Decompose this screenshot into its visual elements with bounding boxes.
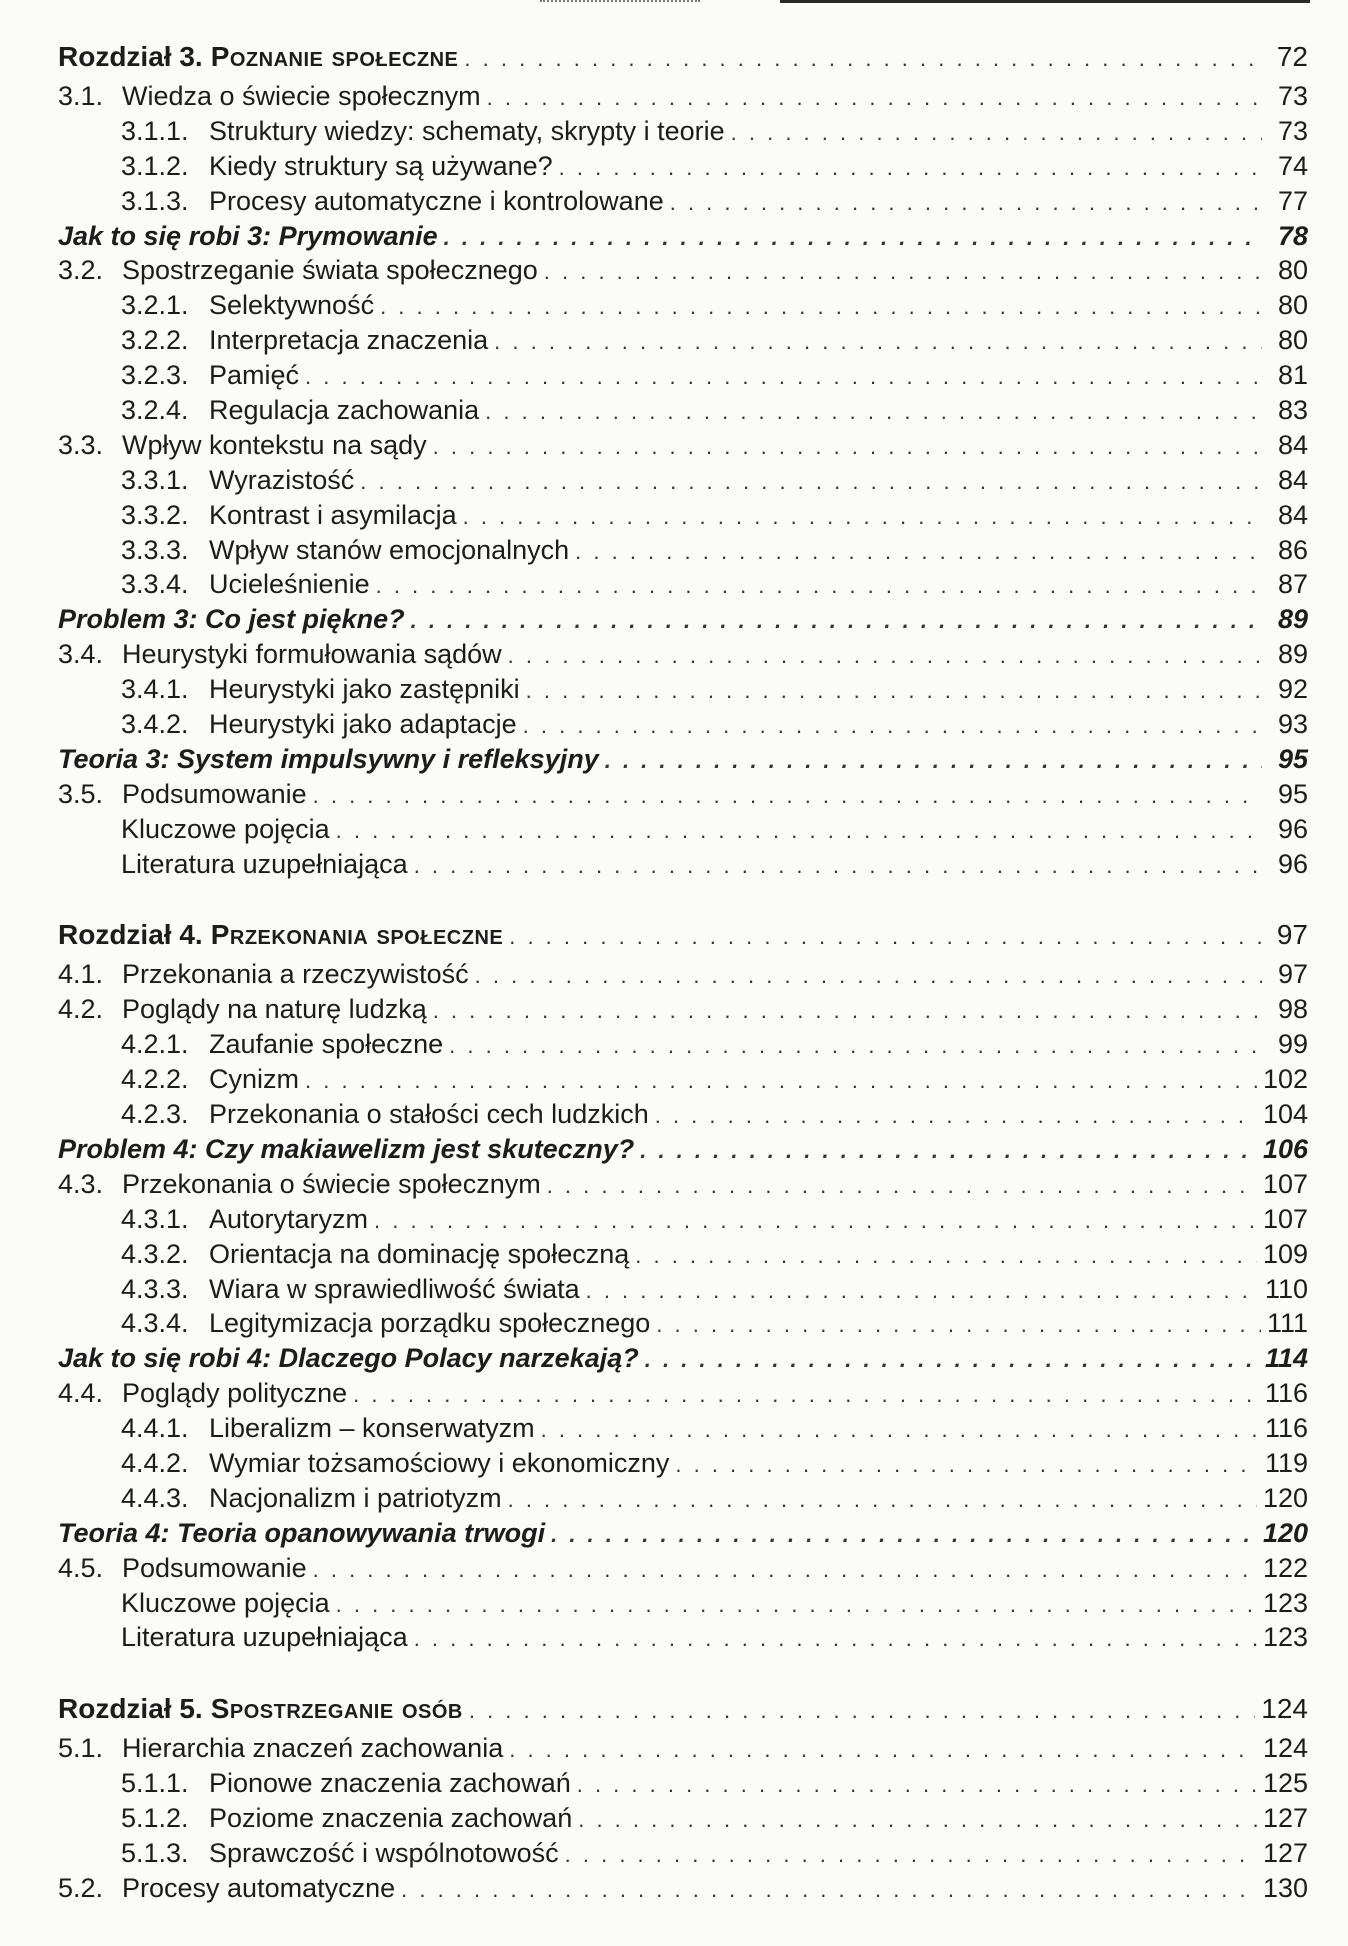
- dot-leader: [414, 1626, 1257, 1652]
- page-number: 99: [1277, 1029, 1308, 1060]
- toc-entry: [58, 1588, 1308, 1623]
- section-title: Jak to się robi 3: Prymowanie: [58, 220, 438, 251]
- dot-leader: [433, 434, 1262, 460]
- section-title: Kontrast i asymilacja: [209, 499, 457, 530]
- section-title: Heurystyki jako zastępniki: [209, 674, 520, 705]
- dot-leader: [305, 364, 1262, 390]
- dot-leader: [640, 1138, 1257, 1164]
- page-number: 83: [1277, 395, 1308, 426]
- dot-leader: [475, 963, 1262, 989]
- toc-box-entry: [58, 1134, 1308, 1169]
- page-number: 95: [1277, 743, 1308, 774]
- section-title: Poglądy polityczne: [122, 1378, 348, 1409]
- section-title: Heurystyki formułowania sądów: [122, 639, 502, 670]
- page-number: 84: [1277, 464, 1308, 495]
- dot-leader: [313, 1557, 1257, 1583]
- section-title: Teoria 3: System impulsywny i refleksyjny: [58, 743, 599, 774]
- page-number: 123: [1262, 1622, 1308, 1653]
- section-title: Hierarchia znaczeń zachowania: [122, 1733, 504, 1764]
- section-title: Problem 3: Co jest piękne?: [58, 604, 405, 635]
- toc-entry: [58, 814, 1308, 849]
- section-title: Liberalizm – konserwatyzm: [209, 1413, 535, 1444]
- toc-entry: [58, 1553, 1308, 1588]
- section-title: Wiedza o świecie społecznym: [122, 81, 481, 111]
- section-title: Interpretacja znaczenia: [209, 325, 489, 356]
- section-title: Wpływ stanów emocjonalnych: [209, 534, 570, 565]
- toc-entry: [58, 849, 1308, 884]
- chapter-heading: [58, 1693, 1308, 1733]
- page-number: 80: [1277, 325, 1308, 356]
- page-number: 107: [1262, 1168, 1308, 1199]
- dot-leader: [380, 294, 1262, 320]
- dot-leader: [485, 399, 1262, 425]
- section-number: 4.2.3.: [121, 1099, 189, 1130]
- page-number: 130: [1262, 1872, 1308, 1903]
- toc-entry: [58, 325, 1308, 360]
- dot-leader: [433, 998, 1262, 1024]
- dot-leader: [675, 1452, 1259, 1478]
- toc-entry: [58, 674, 1308, 709]
- page-number: 93: [1277, 709, 1308, 740]
- section-number: 5.1.: [58, 1733, 104, 1764]
- section-title: Problem 4: Czy makiawelizm jest skuteczny?: [58, 1133, 635, 1164]
- chapter-label: Rozdział 5.: [58, 1693, 203, 1725]
- chapter-heading: [58, 41, 1308, 81]
- section-title: Literatura uzupełniająca: [121, 848, 408, 879]
- section-number: 5.1.2.: [121, 1803, 189, 1834]
- section-number: 3.3.: [58, 429, 104, 460]
- chapter-title: Poznanie społeczne: [210, 41, 459, 72]
- page-number: 84: [1277, 429, 1308, 460]
- dot-leader: [336, 818, 1262, 844]
- toc-entry: [58, 81, 1308, 116]
- page-number: 106: [1262, 1133, 1308, 1164]
- dot-leader: [336, 1592, 1257, 1618]
- toc-entry: [58, 1308, 1308, 1343]
- toc-entry: [58, 569, 1308, 604]
- section-number: 4.4.: [58, 1378, 104, 1409]
- section-title: Poglądy na naturę ludzką: [122, 994, 427, 1025]
- section-number: 4.5.: [58, 1552, 104, 1583]
- section-number: 3.1.: [58, 81, 104, 111]
- chapter-title: Spostrzeganie osób: [210, 1693, 463, 1725]
- dot-leader: [656, 1312, 1261, 1338]
- dot-leader: [487, 85, 1262, 111]
- section-number: 3.1.3.: [121, 185, 189, 216]
- page-number: 120: [1262, 1517, 1308, 1548]
- section-number: 4.1.: [58, 959, 104, 990]
- page-number: 72: [1276, 41, 1308, 72]
- section-number: 3.2.2.: [121, 325, 189, 356]
- dot-leader: [670, 190, 1262, 216]
- toc-entry: [58, 1169, 1308, 1204]
- toc-entry: [58, 1768, 1308, 1803]
- dot-leader: [577, 1772, 1257, 1798]
- dot-leader: [586, 1278, 1259, 1304]
- section-number: 4.4.2.: [121, 1447, 189, 1478]
- section-title: Przekonania a rzeczywistość: [122, 959, 469, 990]
- toc-entry: [58, 465, 1308, 500]
- dot-leader: [578, 1807, 1257, 1833]
- toc-box-entry: [58, 221, 1308, 256]
- toc-entry: [58, 779, 1308, 814]
- toc-entry: [58, 1239, 1308, 1274]
- dot-leader: [544, 259, 1262, 285]
- toc-entry: [58, 1029, 1308, 1064]
- section-number: 4.3.4.: [121, 1308, 189, 1339]
- toc-entry: [58, 1448, 1308, 1483]
- toc-box-entry: [58, 1518, 1308, 1553]
- section-number: 4.2.: [58, 994, 104, 1025]
- page-number: 122: [1262, 1552, 1308, 1583]
- toc-entry: [58, 1838, 1308, 1873]
- page-number: 86: [1277, 534, 1308, 565]
- page-number: 73: [1277, 81, 1308, 111]
- toc-entry: [58, 994, 1308, 1029]
- section-title: Pionowe znaczenia zachowań: [209, 1768, 571, 1799]
- section-number: 5.1.1.: [121, 1768, 189, 1799]
- page-number: 119: [1264, 1447, 1308, 1478]
- chapter-title: Przekonania społeczne: [210, 919, 504, 951]
- section-title: Cynizm: [209, 1064, 300, 1095]
- section-number: 3.1.1.: [121, 115, 189, 146]
- section-number: 3.2.3.: [121, 360, 189, 391]
- section-title: Procesy automatyczne i kontrolowane: [209, 185, 664, 216]
- section-number: 3.3.3.: [121, 534, 189, 565]
- chapter-heading: [58, 919, 1308, 959]
- toc-box-entry: [58, 1343, 1308, 1378]
- dot-leader: [449, 1033, 1262, 1059]
- page-number: 77: [1277, 185, 1308, 216]
- chapter-section: [58, 41, 1308, 883]
- page-number: 89: [1277, 604, 1308, 635]
- page-number: 110: [1264, 1273, 1308, 1304]
- section-title: Wiara w sprawiedliwość świata: [209, 1273, 580, 1304]
- dot-leader: [508, 1487, 1257, 1513]
- chapter-label: Rozdział 3.: [58, 41, 203, 72]
- toc-entry: [58, 1483, 1308, 1518]
- section-number: 4.4.3.: [121, 1482, 189, 1513]
- dot-leader: [541, 1417, 1259, 1443]
- page-number: 89: [1277, 639, 1308, 670]
- section-number: 3.2.: [58, 255, 104, 286]
- section-title: Podsumowanie: [122, 1552, 307, 1583]
- toc-entry: [58, 1378, 1308, 1413]
- section-title: Teoria 4: Teoria opanowywania trwogi: [58, 1517, 546, 1548]
- section-number: 3.4.: [58, 639, 104, 670]
- section-title: Legitymizacja porządku społecznego: [209, 1308, 651, 1339]
- scan-top-dotted-edge: [540, 0, 700, 4]
- dot-leader: [645, 1347, 1259, 1373]
- toc-entry: [58, 255, 1308, 290]
- section-title: Zaufanie społeczne: [209, 1029, 444, 1060]
- section-title: Wyrazistość: [209, 464, 355, 495]
- dot-leader: [414, 853, 1262, 879]
- section-title: Kluczowe pojęcia: [121, 1587, 330, 1618]
- page-number: 107: [1262, 1203, 1308, 1234]
- page-number: 97: [1276, 919, 1308, 951]
- toc-entry: [58, 535, 1308, 570]
- dot-leader: [526, 678, 1262, 704]
- chapter-section: [58, 919, 1308, 1657]
- section-number: 3.4.2.: [121, 709, 189, 740]
- toc-entry: [58, 1622, 1308, 1657]
- section-number: 4.3.3.: [121, 1273, 189, 1304]
- toc-entry: [58, 395, 1308, 430]
- toc-entry: [58, 500, 1308, 535]
- scan-top-rule: [780, 0, 1310, 3]
- page-number: 127: [1262, 1803, 1308, 1834]
- dot-leader: [305, 1068, 1257, 1094]
- toc-entry: [58, 959, 1308, 994]
- section-number: 3.3.4.: [121, 569, 189, 600]
- page-number: 74: [1277, 150, 1308, 181]
- section-title: Literatura uzupełniająca: [121, 1622, 408, 1653]
- page-number: 96: [1277, 813, 1308, 844]
- dot-leader: [313, 783, 1262, 809]
- section-title: Heurystyki jako adaptacje: [209, 709, 517, 740]
- page-number: 87: [1277, 569, 1308, 600]
- dot-leader: [655, 1103, 1257, 1129]
- dot-leader: [523, 713, 1262, 739]
- toc-entry: [58, 1803, 1308, 1838]
- toc-entry: [58, 709, 1308, 744]
- toc-entry: [58, 360, 1308, 395]
- dot-leader: [731, 120, 1262, 146]
- dot-leader: [376, 573, 1262, 599]
- section-title: Przekonania o stałości cech ludzkich: [209, 1099, 649, 1130]
- section-number: 4.3.1.: [121, 1203, 189, 1234]
- section-title: Pamięć: [209, 360, 300, 391]
- page-number: 80: [1277, 255, 1308, 286]
- dot-leader: [353, 1382, 1259, 1408]
- page-number: 81: [1277, 360, 1308, 391]
- toc-entry: [58, 1204, 1308, 1239]
- page-number: 73: [1277, 115, 1308, 146]
- section-title: Jak to się robi 4: Dlaczego Polacy narzekają?: [58, 1343, 639, 1374]
- dot-leader: [605, 748, 1262, 774]
- section-number: 5.1.3.: [121, 1837, 189, 1868]
- dot-leader: [559, 155, 1262, 181]
- toc-entry: [58, 430, 1308, 465]
- section-number: 4.4.1.: [121, 1413, 189, 1444]
- section-title: Procesy automatyczne: [122, 1872, 396, 1903]
- dot-leader: [360, 469, 1262, 495]
- toc-entry: [58, 1099, 1308, 1134]
- section-number: 3.4.1.: [121, 674, 189, 705]
- toc-entry: [58, 151, 1308, 186]
- section-number: 3.2.4.: [121, 395, 189, 426]
- toc-entry: [58, 1064, 1308, 1099]
- dot-leader: [469, 1698, 1255, 1724]
- page-number: 116: [1264, 1413, 1308, 1444]
- toc-entry: [58, 1274, 1308, 1309]
- toc-box-entry: [58, 744, 1308, 779]
- section-number: 4.3.: [58, 1168, 104, 1199]
- page-number: 109: [1262, 1238, 1308, 1269]
- section-title: Spostrzeganie świata społecznego: [122, 255, 538, 286]
- toc-entry: [58, 639, 1308, 674]
- section-title: Selektywność: [209, 290, 375, 321]
- section-number: 4.3.2.: [121, 1238, 189, 1269]
- dot-leader: [444, 225, 1262, 251]
- dot-leader: [494, 329, 1262, 355]
- section-number: 4.2.2.: [121, 1064, 189, 1095]
- page-number: 123: [1262, 1587, 1308, 1618]
- section-title: Podsumowanie: [122, 778, 307, 809]
- dot-leader: [411, 608, 1262, 634]
- dot-leader: [565, 1842, 1257, 1868]
- page-number: 104: [1262, 1099, 1308, 1130]
- section-number: 3.1.2.: [121, 150, 189, 181]
- section-number: 3.3.2.: [121, 499, 189, 530]
- section-title: Kiedy struktury są używane?: [209, 150, 553, 181]
- section-title: Przekonania o świecie społecznym: [122, 1168, 541, 1199]
- section-number: 5.2.: [58, 1872, 104, 1903]
- page-number: 124: [1262, 1733, 1308, 1764]
- page-number: 125: [1262, 1768, 1308, 1799]
- page-number: 111: [1266, 1308, 1308, 1339]
- section-title: Ucieleśnienie: [209, 569, 370, 600]
- section-number: 3.5.: [58, 778, 104, 809]
- section-number: 3.2.1.: [121, 290, 189, 321]
- page-number: 80: [1277, 290, 1308, 321]
- toc-entry: [58, 116, 1308, 151]
- dot-leader: [509, 924, 1262, 950]
- section-title: Nacjonalizm i patriotyzm: [209, 1482, 502, 1513]
- chapter-section: [58, 1693, 1308, 1907]
- section-title: Regulacja zachowania: [209, 395, 480, 426]
- dot-leader: [401, 1877, 1257, 1903]
- page-number: 116: [1264, 1378, 1308, 1409]
- toc-entry: [58, 1733, 1308, 1768]
- dot-leader: [508, 643, 1262, 669]
- page-number: 84: [1277, 499, 1308, 530]
- page-number: 98: [1277, 994, 1308, 1025]
- table-of-contents: [58, 41, 1308, 1944]
- page-number: 120: [1262, 1482, 1308, 1513]
- dot-leader: [509, 1737, 1257, 1763]
- dot-leader: [551, 1522, 1257, 1548]
- section-number: 4.2.1.: [121, 1029, 189, 1060]
- dot-leader: [575, 539, 1262, 565]
- dot-leader: [635, 1243, 1257, 1269]
- page-number: 92: [1277, 674, 1308, 705]
- section-title: Sprawczość i wspólnotowość: [209, 1837, 559, 1868]
- dot-leader: [374, 1208, 1257, 1234]
- toc-box-entry: [58, 604, 1308, 639]
- dot-leader: [547, 1173, 1257, 1199]
- page-number: 78: [1277, 220, 1308, 251]
- page-number: 97: [1277, 959, 1308, 990]
- section-title: Orientacja na dominację społeczną: [209, 1238, 630, 1269]
- dot-leader: [463, 504, 1262, 530]
- section-title: Wymiar tożsamościowy i ekonomiczny: [209, 1447, 670, 1478]
- section-title: Poziome znaczenia zachowań: [209, 1803, 573, 1834]
- page-number: 96: [1277, 848, 1308, 879]
- section-title: Kluczowe pojęcia: [121, 813, 330, 844]
- page-number: 127: [1262, 1837, 1308, 1868]
- toc-entry: [58, 1413, 1308, 1448]
- section-title: Struktury wiedzy: schematy, skrypty i teorie: [209, 115, 725, 146]
- toc-entry: [58, 186, 1308, 221]
- dot-leader: [464, 46, 1262, 72]
- section-title: Wpływ kontekstu na sądy: [122, 429, 427, 460]
- section-title: Autorytaryzm: [209, 1203, 369, 1234]
- page-number: 102: [1262, 1064, 1308, 1095]
- section-number: 3.3.1.: [121, 464, 189, 495]
- chapter-label: Rozdział 4.: [58, 919, 203, 951]
- toc-entry: [58, 1873, 1308, 1908]
- page-number: 95: [1277, 778, 1308, 809]
- page-number: 124: [1261, 1693, 1308, 1725]
- toc-entry: [58, 290, 1308, 325]
- page-number: 114: [1264, 1343, 1308, 1374]
